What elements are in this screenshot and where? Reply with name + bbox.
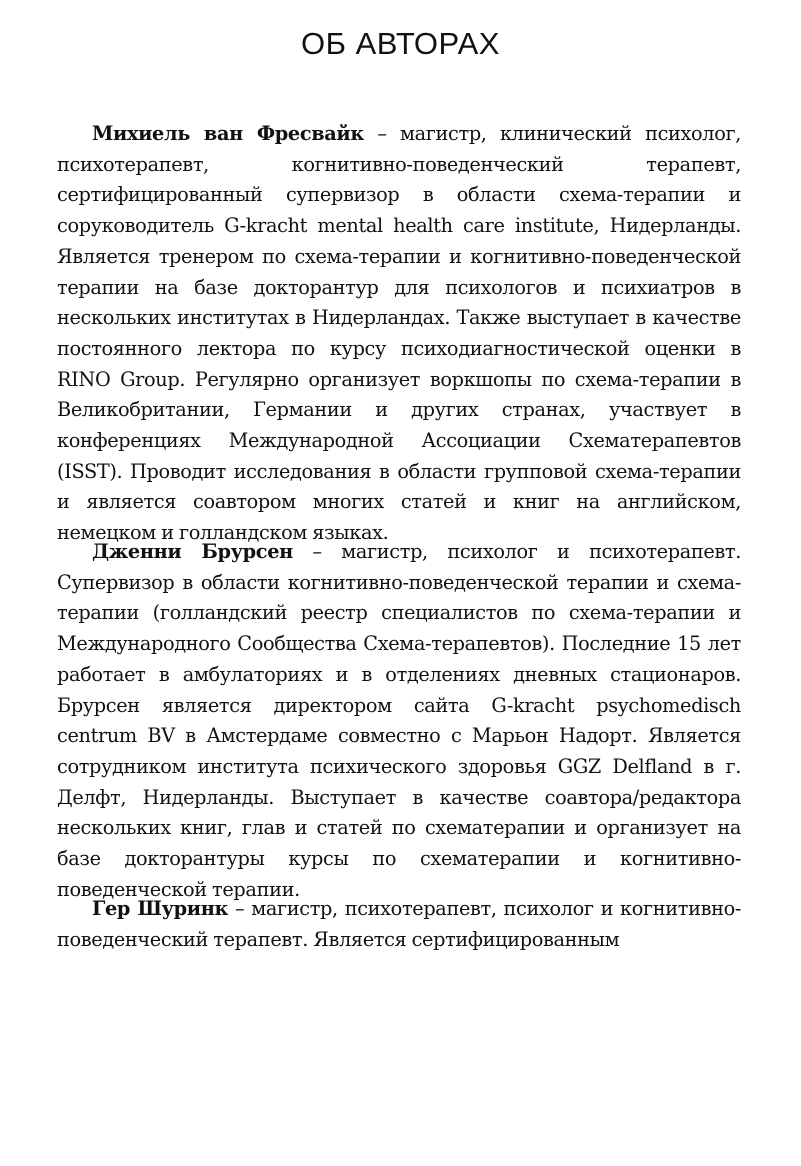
author-name: Гер Шуринк [92, 897, 229, 920]
author-description: – магистр, психотерапевт, психолог и когнитивно-поведенческий терапевт. Является сертифицированным [57, 897, 742, 951]
author-bio-van-vreeswijk [57, 119, 741, 549]
author-description: – магистр, психолог и психотерапевт. Супервизор в области когнитивно-поведенческой терапии и схема-терапии (голландский реестр специалистов по схема-терапии и Международного Сообщества Схема-терапевтов). Последние 15 лет работает в амбулаториях и в отделениях дневных стационаров. Брурсен является директором сайта G-kracht psychomedisch centrum BV в Амстердаме совместно с Марьон Надорт. Является сотрудником института психического здоровья GGZ Delfland в г. Делфт, Нидерланды. Выступает в качестве соавтора/редактора нескольких книг, глав и статей по схематерапии и организует на базе докторантуры курсы по схематерапии и когнитивно-поведенческой терапии. [57, 540, 742, 901]
author-bio-schurink [57, 894, 741, 955]
author-description: – магистр, клинический психолог, психотерапевт, когнитивно-поведенческий терапевт, сертифицированный супервизор в области схема-терапии и соруководитель G-kracht mental health care institute, Нидерланды. Является тренером по схема-терапии и когнитивно-поведенческой терапии на базе докторантур для психологов и психиатров в нескольких институтах в Нидерландах. Также выступает в качестве постоянного лектора по курсу психодиагностической оценки в RINO Group. Регулярно организует воркшопы по схема-терапии в Великобритании, Германии и других странах, участвует в конференциях Международной Ассоциации Схематерапевтов (ISST). Проводит исследования в области групповой схема-терапии и является соавтором многих статей и книг на английском, немецком и голландском языках. [57, 122, 741, 545]
author-bio-broersen [57, 537, 741, 905]
author-name: Михиель ван Фресвайк [92, 122, 364, 145]
page-title: ОБ АВТОРАХ [301, 26, 500, 61]
author-name: Дженни Брурсен [92, 540, 293, 563]
